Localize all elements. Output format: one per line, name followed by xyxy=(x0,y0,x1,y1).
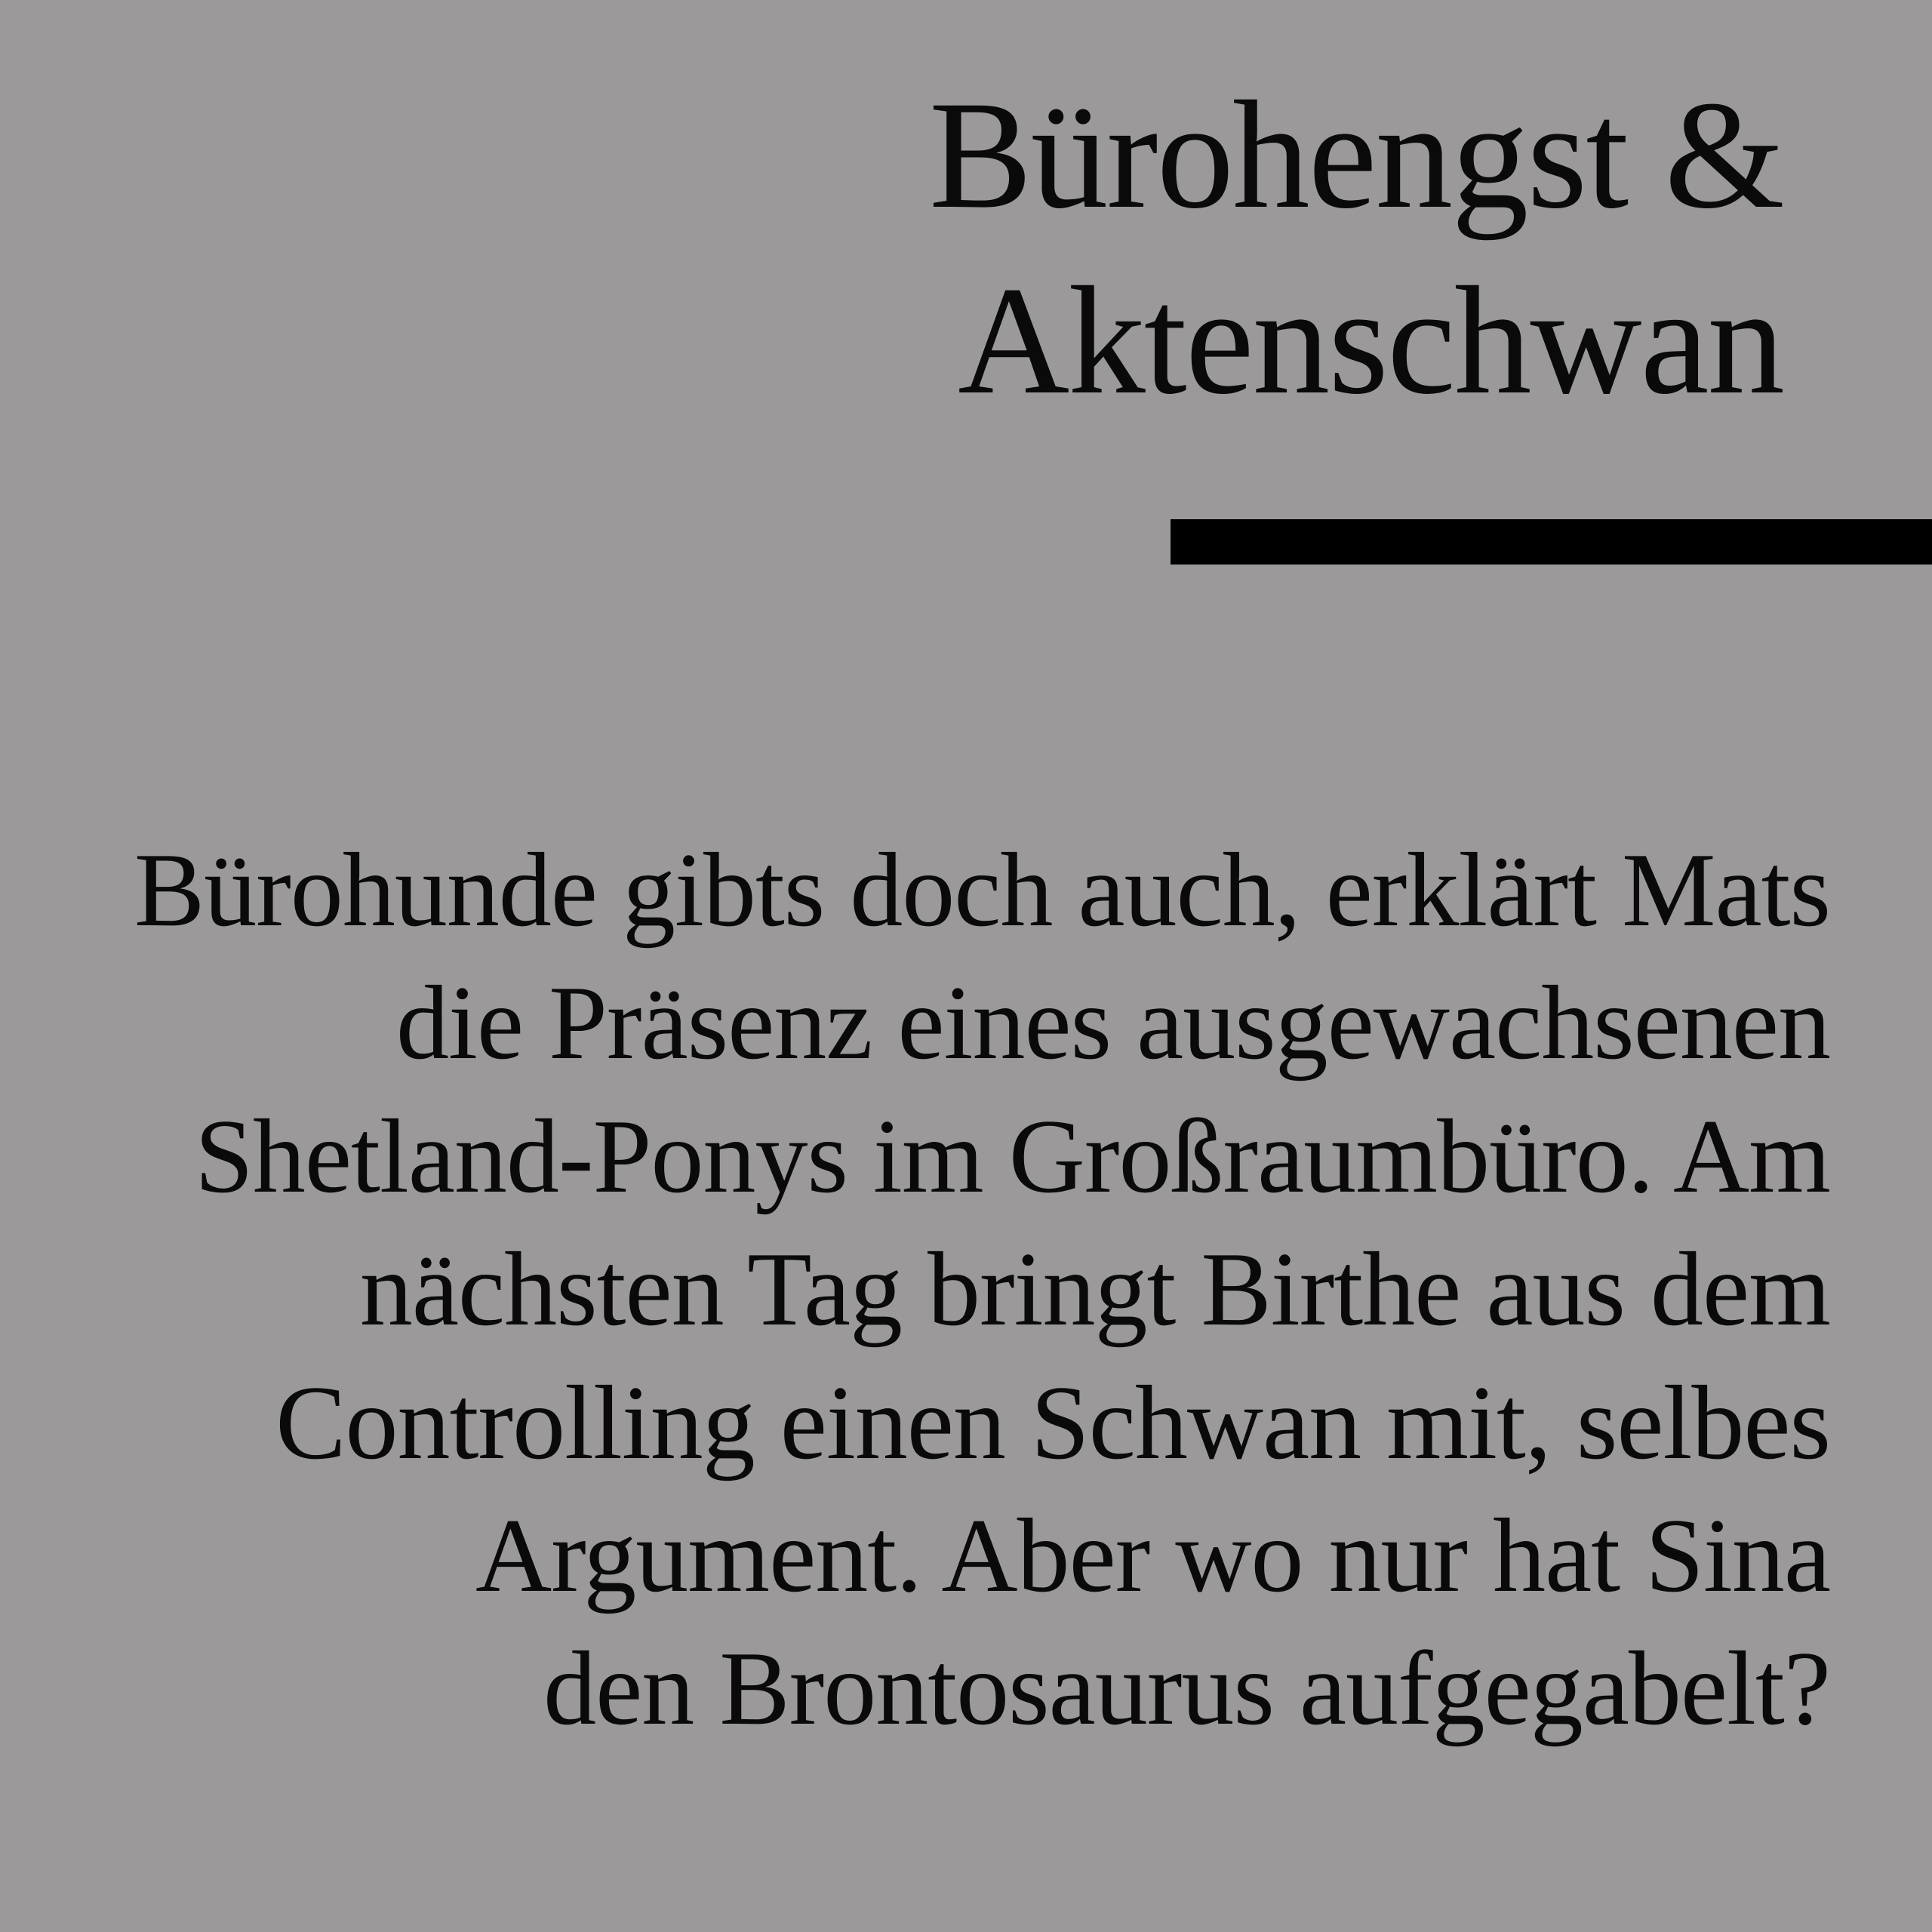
page-title xyxy=(0,63,1783,434)
title-line: Aktenschwan xyxy=(958,255,1783,426)
body-text-line: nächsten Tag bringt Birthe aus dem xyxy=(359,1231,1830,1349)
body-text-line: Shetland-Ponys im Großraumbüro. Am xyxy=(195,1097,1830,1215)
body-text xyxy=(0,824,1830,1756)
body-text-line: Bürohunde gibts doch auch, erklärt Mats xyxy=(134,832,1830,949)
body-text-line: Controlling einen Schwan mit, selbes xyxy=(275,1364,1830,1481)
divider-bar xyxy=(1171,519,1932,565)
body-text-line: die Präsenz eines ausgewachsenen xyxy=(396,964,1830,1082)
body-text-line: Argument. Aber wo nur hat Sina xyxy=(475,1497,1830,1614)
body-text-line: den Brontosaurus aufgegabelt? xyxy=(543,1630,1830,1748)
title-line: Bürohengst & xyxy=(929,69,1783,241)
